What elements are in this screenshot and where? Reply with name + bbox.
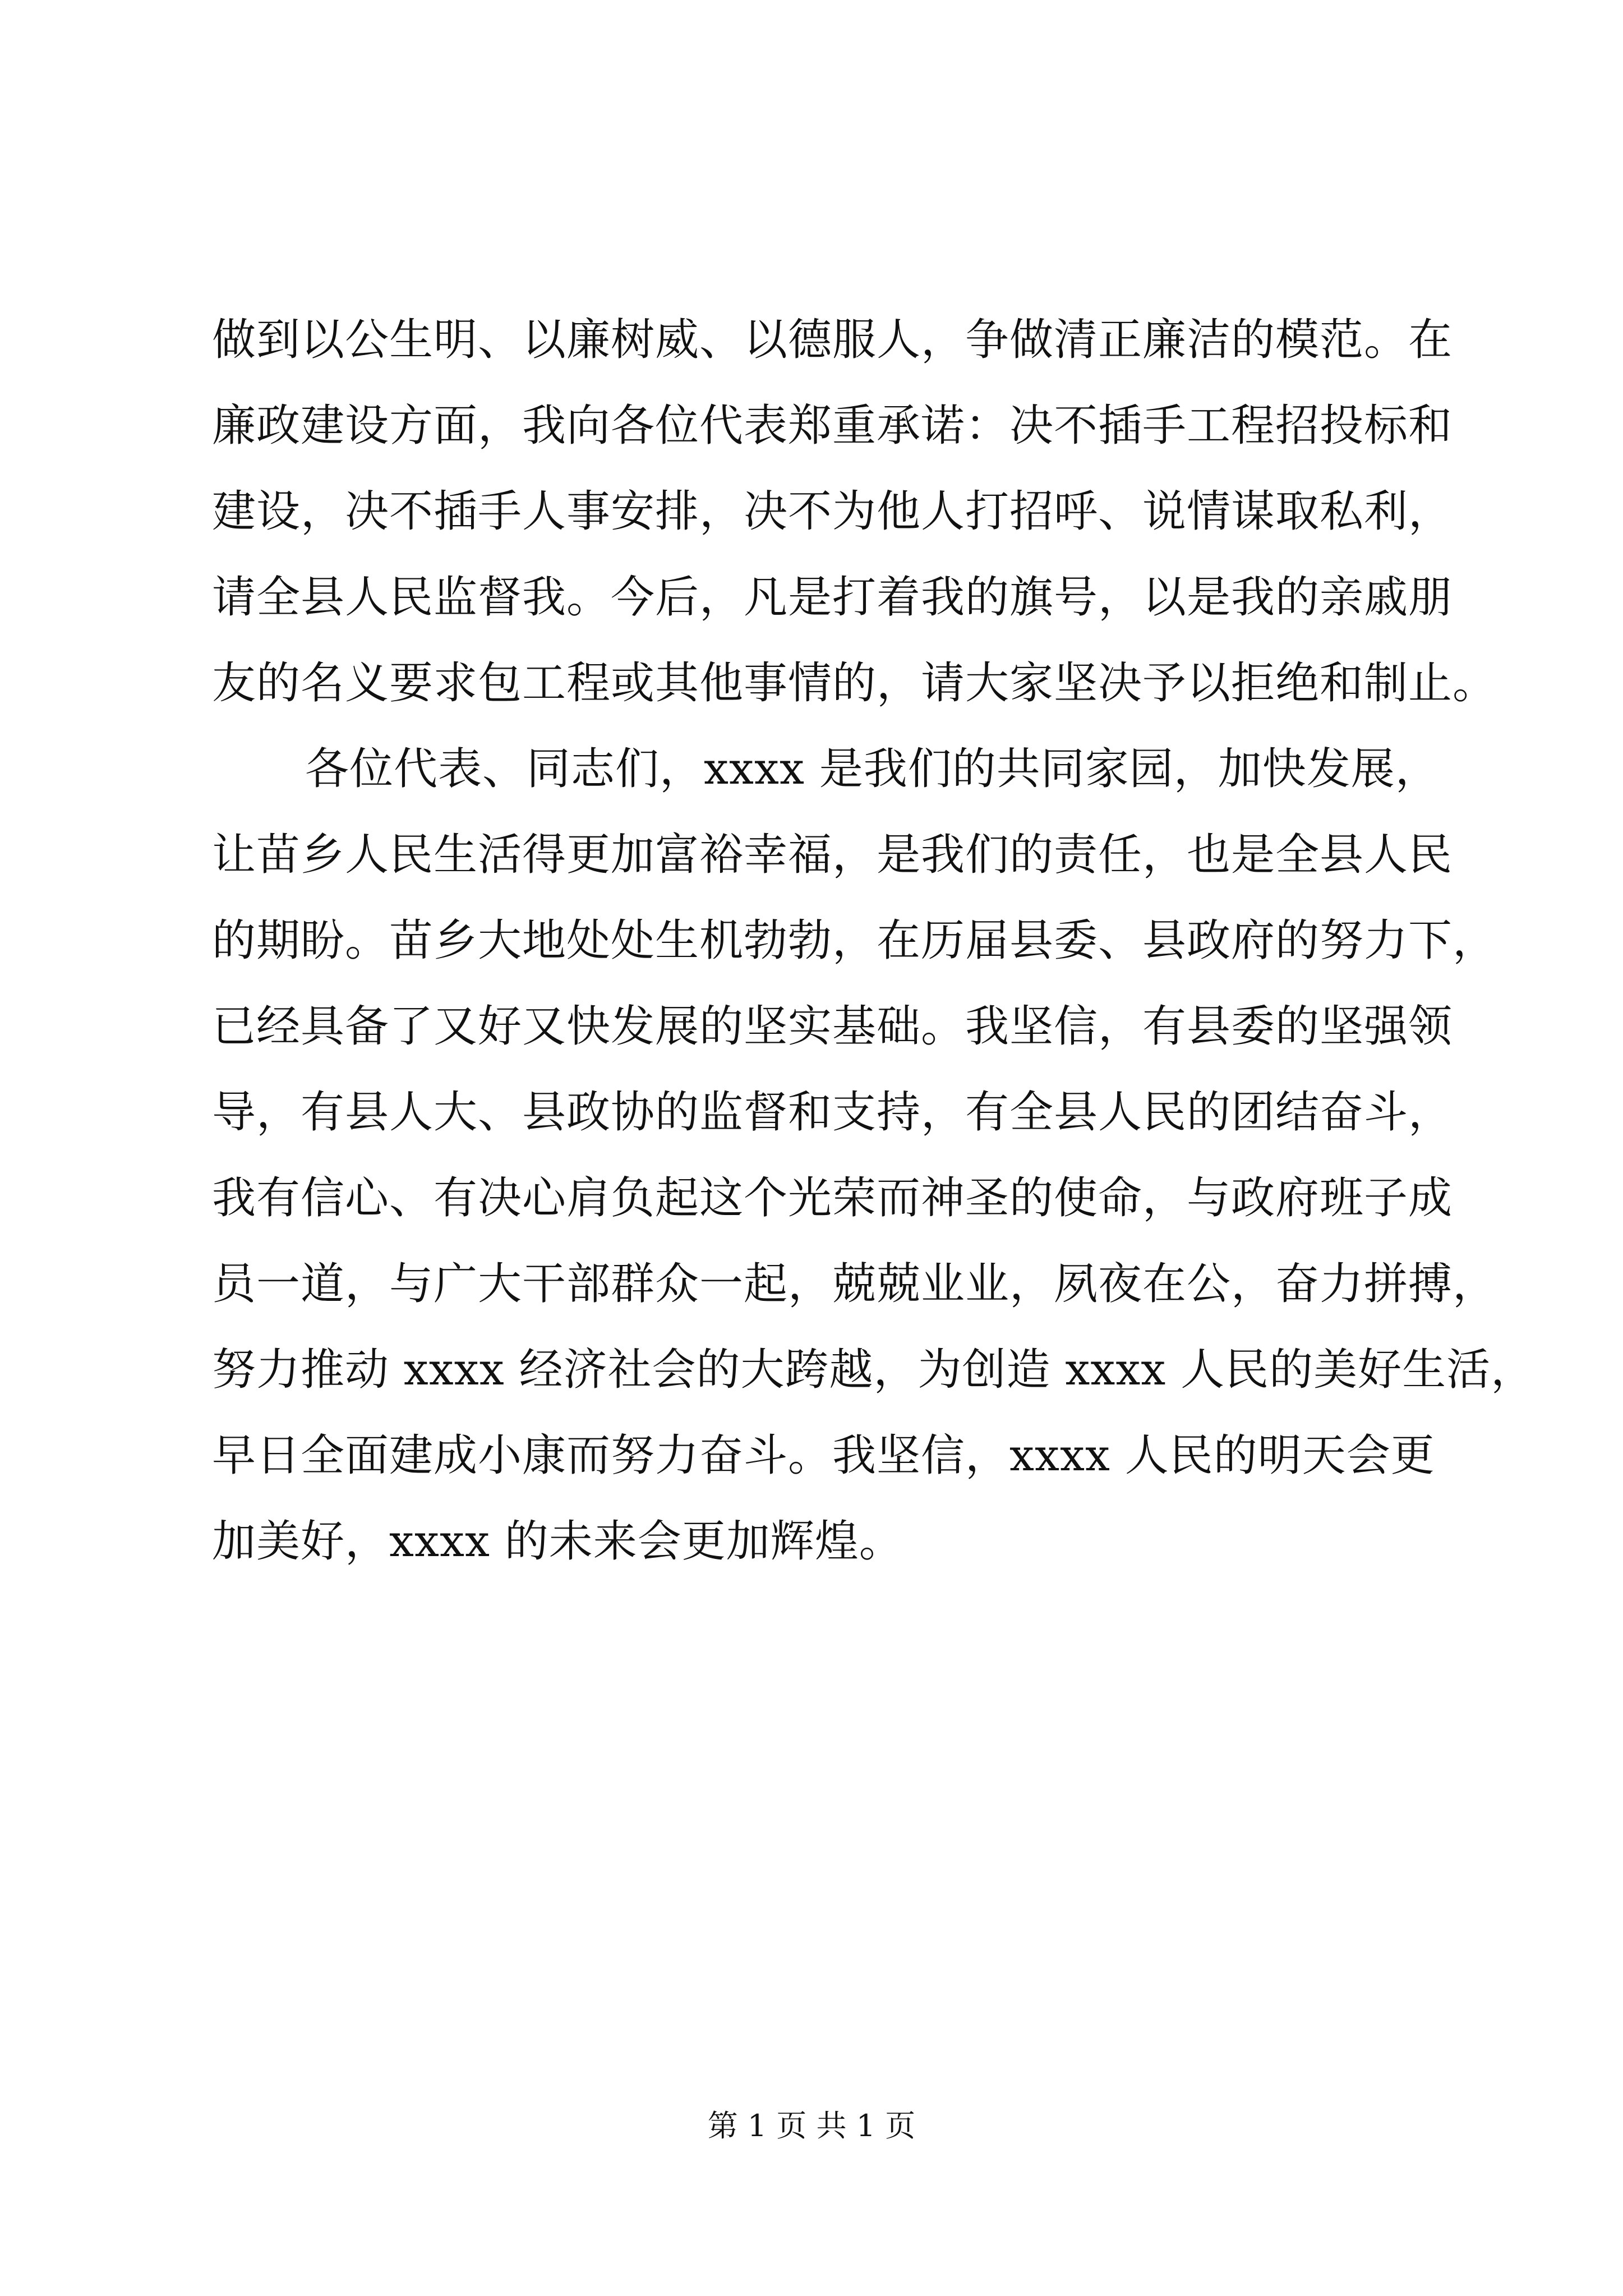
text-line: 早日全面建成小康而努力奋斗。我坚信，xxxx 人民的明天会更 (212, 1430, 1435, 1481)
text-line: 建设，决不插手人事安排，决不为他人打招呼、说情谋取私利， (212, 486, 1453, 537)
text-line-last: 加美好，xxxx 的未来会更加辉煌。 (212, 1516, 903, 1567)
text-line: 做到以公生明、以廉树威、以德服人，争做清正廉洁的模范。在 (212, 315, 1453, 365)
page-number-label: 第 1 页 共 1 页 (707, 2108, 916, 2143)
text-line: 我有信心、有决心肩负起这个光荣而神圣的使命，与政府班子成 (212, 1173, 1453, 1223)
text-line: 员一道，与广大干部群众一起，兢兢业业，夙夜在公，奋力拼搏， (212, 1259, 1497, 1309)
text-line: 的期盼。苗乡大地处处生机勃勃，在历届县委、县政府的努力下， (212, 915, 1497, 966)
page-footer (0, 2106, 1623, 2146)
text-line: 廉政建设方面，我向各位代表郑重承诺：决不插手工程招投标和 (212, 401, 1453, 451)
body-text (212, 297, 1536, 1585)
text-line: 已经具备了又好又快发展的坚实基础。我坚信，有县委的坚强领 (212, 1001, 1453, 1052)
text-line: 请全县人民监督我。今后，凡是打着我的旗号，以是我的亲戚朋 (212, 572, 1453, 623)
text-line: 友的名义要求包工程或其他事情的，请大家坚决予以拒绝和制止。 (212, 658, 1497, 708)
text-line: 让苗乡人民生活得更加富裕幸福，是我们的责任，也是全县人民 (212, 830, 1453, 880)
text-line: 努力推动 xxxx 经济社会的大跨越，为创造 xxxx 人民的美好生活， (212, 1345, 1536, 1395)
text-line-paragraph-start: 各位代表、同志们，xxxx 是我们的共同家园，加快发展， (305, 744, 1440, 794)
text-line: 导，有县人大、县政协的监督和支持，有全县人民的团结奋斗， (212, 1087, 1453, 1138)
